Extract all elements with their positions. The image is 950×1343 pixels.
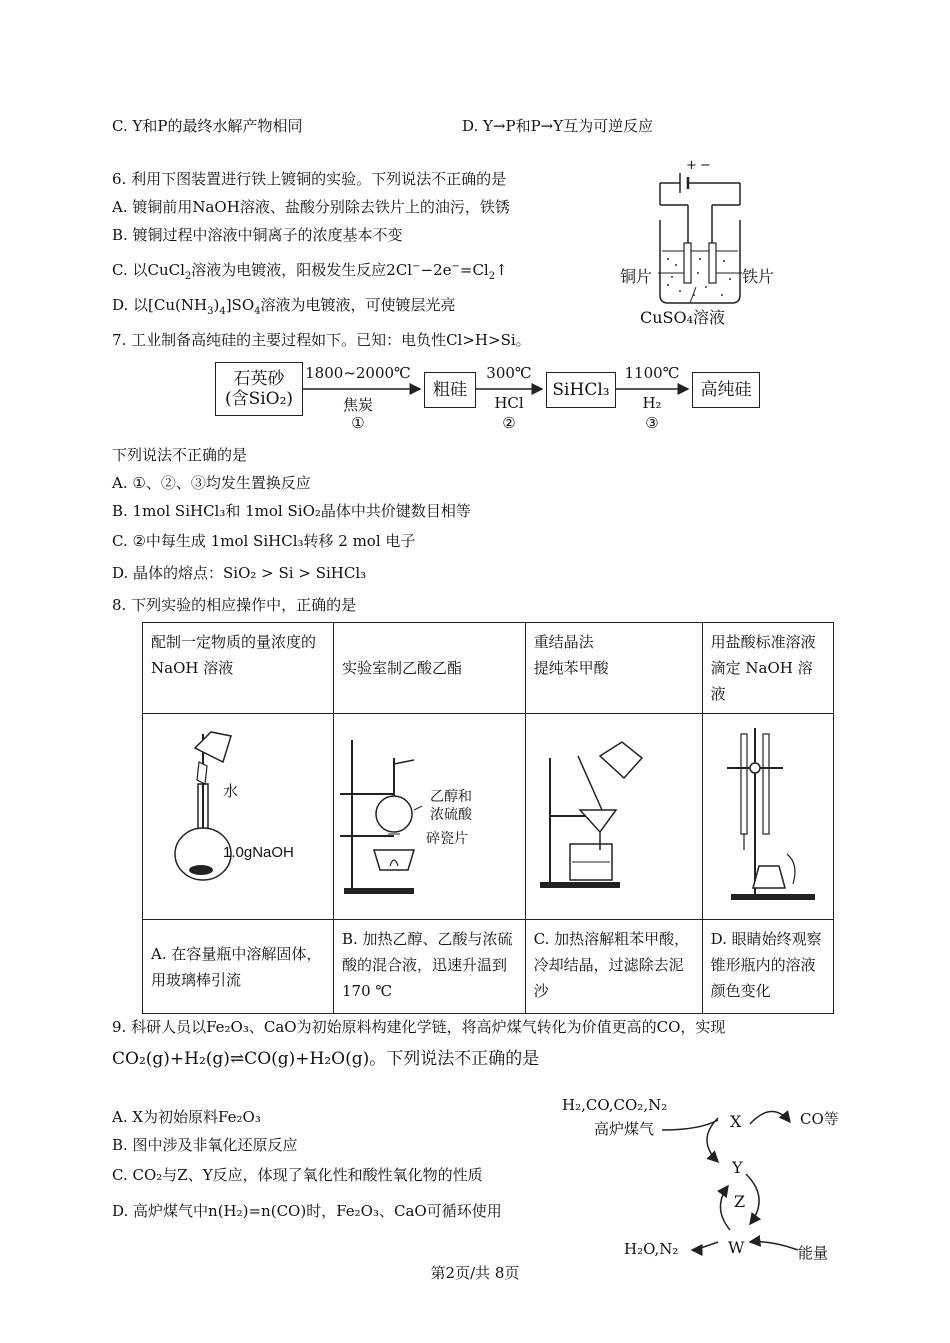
sulfuric-acid-label: 浓硫酸 [430,807,472,823]
q8-stem: 8. 下列实验的相应操作中，正确的是 [112,596,357,614]
flow-step3-reagent: H₂ [642,394,662,412]
flow-step1-number: ① [351,414,365,432]
table-header-cell: 重结晶法 提纯苯甲酸 [525,623,702,714]
experiment-table [142,622,834,1014]
porcelain-chips-label: 碎瓷片 [426,831,468,847]
flow-step1-reagent: 焦炭 [342,396,373,414]
q9-option-d: D. 高炉煤气中n(H₂)=n(CO)时，Fe₂O₃、CaO可循环使用 [112,1202,502,1220]
q9-option-b: B. 图中涉及非氧化还原反应 [112,1136,298,1154]
blast-gas-formula: H₂,CO,CO₂,N₂ [562,1096,668,1114]
blast-gas-name: 高炉煤气 [594,1120,655,1138]
q7-option-b: B. 1mol SiHCl₃和 1mol SiO₂晶体中共价键数目相等 [112,502,471,520]
q6-stem: 6. 利用下图装置进行铁上镀铜的实验。下列说法不正确的是 [112,170,507,188]
option-b-cell: B. 加热乙醇、乙酸与浓硫酸的混合液，迅速升温到 170 ℃ [334,920,526,1014]
battery-minus-label: − [700,158,711,173]
q6-option-d: D. 以$[Cu(NH_3)_4]SO_4$溶液为电镀液，可使镀层光亮 [112,296,456,317]
option-c-cell: C. 加热溶解粗苯甲酸，冷却结晶，过滤除去泥沙 [525,920,702,1014]
q9-option-c: C. CO₂与Z、Y反应，体现了氧化性和酸性氧化物的性质 [112,1166,483,1184]
table-header-cell: 用盐酸标准溶液 滴定 NaOH 溶液 [702,623,833,714]
q9-equation: CO₂(g)+H₂(g)⇌CO(g)+H₂O(g)。下列说法不正确的是 [112,1049,540,1069]
flow-box-pure-silicon: 高纯硅 [692,372,760,408]
flow-step1-condition: 1800~2000℃ [305,364,411,382]
h2o-n2-output-label: H₂O,N₂ [624,1240,679,1258]
page-footer: 第2页/共 8页 [430,1264,520,1282]
option-a-cell: A. 在容量瓶中溶解固体，用玻璃棒引流 [143,920,334,1014]
figure-volumetric-flask [143,714,334,920]
figure-ester-apparatus [334,714,526,920]
co-output-label: CO等 [800,1110,839,1128]
node-x: X [730,1112,742,1131]
q7-lead: 下列说法不正确的是 [112,446,248,464]
node-z: Z [734,1192,746,1211]
q9-stem: 9. 科研人员以Fe₂O₃、CaO为初始原料构建化学链，将高炉煤气转化为价值更高的CO，实现 [112,1018,726,1036]
flow-step2-reagent: HCl [494,394,524,412]
q7-option-a: A. ①、②、③均发生置换反应 [112,474,311,492]
iron-plate-label: 铁片 [742,267,775,286]
q6-option-c: C. 以CuCl$_2$溶液为电镀液，阳极发生反应$2Cl^--2e^-=Cl_2↑$ [112,261,508,282]
q6-option-b: B. 镀铜过程中溶液中铜离子的浓度基本不变 [112,226,403,244]
q9-option-a: A. X为初始原料Fe₂O₃ [112,1108,261,1126]
cuso4-label: CuSO₄溶液 [640,308,726,327]
table-header-cell: 配制一定物质的量浓度的 NaOH 溶液 [143,623,334,714]
flow-box-quartz-sand: 石英砂 (含SiO₂) [215,362,303,416]
node-y: Y [732,1158,743,1177]
q7-option-d: D. 晶体的熔点：SiO₂ > Si > SiHCl₃ [112,564,367,582]
table-header-cell: 实验室制乙酸乙酯 [334,623,526,714]
figure-titration [702,714,833,920]
battery-plus-label: + [686,158,697,173]
node-w: W [728,1238,745,1257]
q5-option-d: D. Y→P和P→Y互为可逆反应 [462,117,654,135]
naoh-mass-label: 1.0gNaOH [223,844,294,861]
copper-plate-label: 铜片 [620,267,653,286]
electroplating-diagram [610,155,790,330]
flow-step3-number: ③ [645,414,659,432]
option-d-cell: D. 眼睛始终观察锥形瓶内的溶液颜色变化 [702,920,833,1014]
flow-step2-condition: 300℃ [486,364,532,382]
flow-step2-number: ② [502,414,516,432]
flow-arrows [300,380,700,400]
q7-option-c: C. ②中每生成 1mol SiHCl₃转移 2 mol 电子 [112,532,416,550]
water-label: 水 [223,782,239,800]
figure-filtration [525,714,702,920]
flow-box-crude-silicon: 粗硅 [424,372,476,408]
q6-option-a: A. 镀铜前用NaOH溶液、盐酸分别除去铁片上的油污，铁锈 [112,198,510,216]
q7-stem: 7. 工业制备高纯硅的主要过程如下。已知：电负性Cl>H>Si。 [112,331,531,349]
flow-box-sihcl3: SiHCl₃ [546,372,616,408]
ethanol-label: 乙醇和 [430,789,472,805]
flow-step3-condition: 1100℃ [624,364,680,382]
energy-label: 能量 [798,1244,829,1262]
q5-option-c: C. Y和P的最终水解产物相同 [112,117,303,135]
